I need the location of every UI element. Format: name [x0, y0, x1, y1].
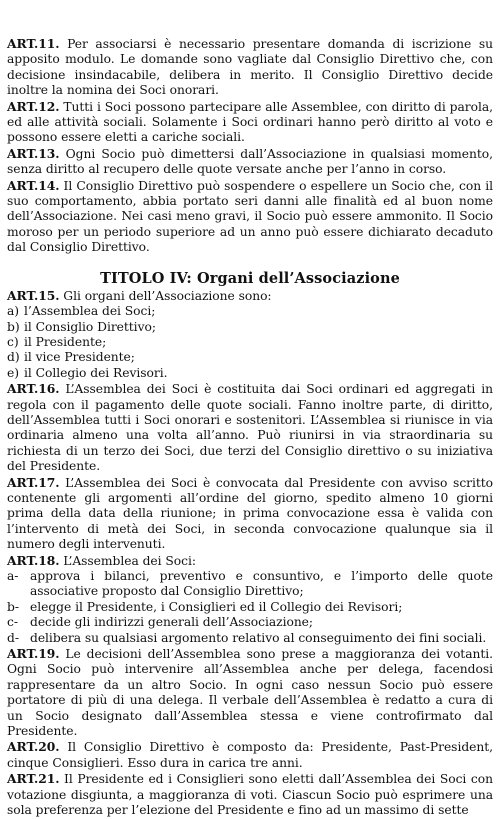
article-11-text: Per associarsi è necessario presentare domanda di iscrizione su apposito modulo. Le domande sono vagliate dal Consiglio Direttivo che, con decisione insindacabile, delibera in merito. Il Consiglio Direttivo decide inoltre la nomina dei Soci onorari. [7, 37, 493, 98]
list-item-text: il Collegio dei Revisori. [24, 365, 168, 380]
list-item-text: delibera su qualsiasi argomento relativo al conseguimento dei fini sociali. [30, 630, 487, 645]
article-19-label: ART.19. [7, 646, 60, 662]
article-18-label: ART.18. [7, 552, 60, 568]
article-17-text: L’Assemblea dei Soci è convocata dal Presidente con avviso scritto contenente gli argomenti all’ordine del giorno, spedito almeno 10 giorni prima della data della riunione; in prima convocazione essa è valida con l’intervento di metà dei Soci, in seconda convocazione qualunque sia il numero degli intervenuti. [7, 475, 493, 552]
list-item-text: il Presidente; [24, 334, 107, 349]
list-item-text: il Consiglio Direttivo; [24, 319, 156, 334]
article-14-label: ART.14. [7, 177, 60, 193]
article-12-text: Tutti i Soci possono partecipare alle Assemblee, con diritto di parola, ed alle attività sociali. Solamente i Soci ordinari hanno però diritto al voto e possono essere eletti a cariche sociali. [7, 99, 493, 145]
list-item [7, 335, 493, 350]
article-15 [7, 288, 493, 304]
list-marker: a) [7, 304, 20, 319]
list-marker: b- [7, 599, 19, 614]
article-18 [7, 553, 493, 569]
list-item-text: decide gli indirizzi generali dell’Associazione; [30, 615, 314, 630]
article-13-label: ART.13. [7, 145, 60, 161]
article-21 [7, 771, 493, 818]
list-item [7, 569, 493, 600]
list-item [7, 320, 493, 335]
list-marker: c- [7, 615, 18, 630]
list-item-text: approva i bilanci, preventivo e consuntivo, e l’importo delle quote associative proposto dal Consiglio Direttivo; [30, 569, 493, 599]
article-21-label: ART.21. [7, 771, 60, 787]
list-marker: c) [7, 334, 19, 349]
section-title: TITOLO IV: Organi dell’Associazione [100, 269, 400, 287]
article-11 [7, 36, 493, 99]
list-item-text: elegge il Presidente, i Consiglieri ed il Collegio dei Revisori; [30, 599, 403, 614]
article-15-text: Gli organi dell’Associazione sono: [59, 288, 272, 303]
article-17 [7, 475, 493, 553]
list-marker: b) [7, 319, 20, 334]
article-12 [7, 99, 493, 146]
article-14-text: Il Consiglio Direttivo può sospendere o espellere un Socio che, con il suo comportamento, abbia portato seri danni alle finalità ed al buon nome dell’Associazione. Nei casi meno gravi, il Socio può essere ammonito. Il Socio moroso per un periodo superiore ad un anno può essere dichiarato decaduto dal Consiglio Direttivo. [7, 178, 493, 255]
list-marker: a- [7, 569, 19, 583]
article-13-text: Ogni Socio può dimettersi dall’Associazione in qualsiasi momento, senza diritto al recupero delle quote versate anche per l’anno in corso. [7, 146, 493, 177]
article-18-text: L’Assemblea dei Soci: [59, 553, 196, 568]
list-item-text: il vice Presidente; [24, 350, 135, 365]
article-15-label: ART.15. [7, 287, 60, 303]
article-21-text: Il Presidente ed i Consiglieri sono eletti dall’Assemblea dei Soci con votazione disgiunta, a maggioranza di voti. Ciascun Socio può esprimere una sola preferenza per l’elezione del Presidente e fino ad un massimo di sette [7, 772, 493, 818]
list-item [7, 304, 493, 319]
list-item [7, 615, 493, 630]
article-11-label: ART.11. [7, 36, 60, 51]
list-item [7, 366, 493, 381]
document-page [7, 36, 493, 819]
article-20-text: Il Consiglio Direttivo è composto da: Presidente, Past-President, cinque Consiglieri. Esso dura in carica tre anni. [7, 740, 493, 770]
article-18-list [7, 569, 493, 646]
article-17-label: ART.17. [7, 474, 60, 490]
article-19-text: Le decisioni dell’Assemblea sono prese a maggioranza dei votanti. Ogni Socio può intervenire all’Assemblea anche per delega, facendosi rappresentare da un altro Socio. In ogni caso nessun Socio può essere portatore di più di una delega. Il verbale dell’Assemblea è redatto a cura di un Socio designato dall’Assemblea stessa e viene controfirmato dal Presidente. [7, 647, 493, 739]
list-item [7, 350, 493, 365]
article-20-label: ART.20. [7, 739, 60, 755]
list-item [7, 600, 493, 615]
list-marker: e) [7, 365, 19, 380]
article-12-label: ART.12. [7, 98, 60, 114]
article-19 [7, 646, 493, 739]
list-item-text: l’Assemblea dei Soci; [24, 304, 156, 319]
article-15-list [7, 304, 493, 381]
article-16 [7, 381, 493, 474]
article-14 [7, 178, 493, 256]
article-16-label: ART.16. [7, 381, 60, 397]
article-20 [7, 739, 493, 771]
article-16-text: L’Assemblea dei Soci è costituita dai Soci ordinari ed aggregati in regola con il pagamento delle quote sociali. Fanno inoltre parte, di diritto, dell’Assemblea tutti i Soci onorari e sostenitori. L’Assemblea si riunisce in via ordinaria almeno una volta all’anno. Può riunirsi in via straordinaria su richiesta di un terzo dei Soci, due terzi del Consiglio direttivo o su iniziativa del Presidente. [7, 382, 493, 474]
list-marker: d) [7, 350, 20, 365]
list-item [7, 631, 493, 646]
article-13 [7, 146, 493, 178]
list-marker: d- [7, 630, 19, 645]
